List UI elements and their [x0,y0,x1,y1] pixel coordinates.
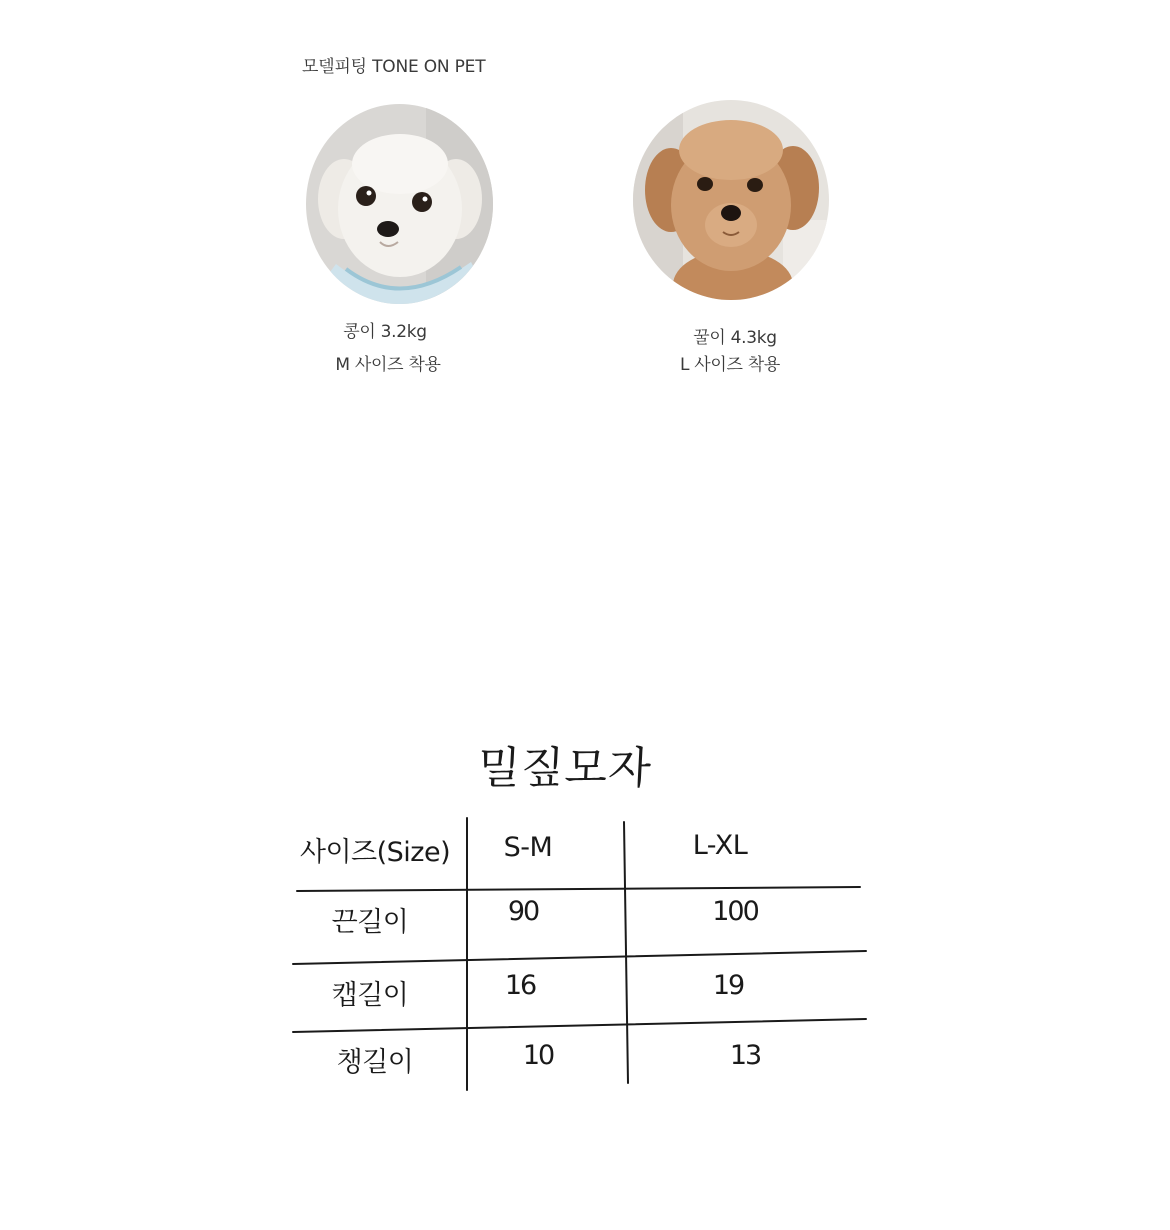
pet-size-worn: L 사이즈 착용 [680,355,780,375]
cell-value: 19 [712,970,744,1001]
cell-value: 13 [729,1040,761,1071]
row-label-strap-length: 끈길이 [331,907,409,938]
cell-value: 10 [522,1040,554,1071]
grid-vertical-line [624,822,628,1083]
grid-horizontal-line [293,951,866,964]
grid-horizontal-line [297,887,860,891]
size-chart-title: 밀짚모자 [476,743,654,794]
header-size-l-xl: L-XL [692,830,748,861]
cell-value: 100 [712,896,758,927]
pet-name-weight: 콩이 3.2kg [343,322,427,342]
pet-name-weight: 꿀이 4.3kg [693,328,777,348]
cell-value: 90 [507,896,539,927]
header-size-label: 사이즈(Size) [299,837,451,868]
header-size-s-m: S-M [503,832,553,863]
grid-horizontal-line [293,1019,866,1032]
row-label-brim-length: 챙길이 [336,1047,414,1078]
pet-size-worn: M 사이즈 착용 [335,355,441,375]
model-fitting-label: 모델피팅 TONE ON PET [302,57,486,77]
cell-value: 16 [504,970,536,1001]
row-label-cap-length: 캡길이 [331,980,409,1011]
